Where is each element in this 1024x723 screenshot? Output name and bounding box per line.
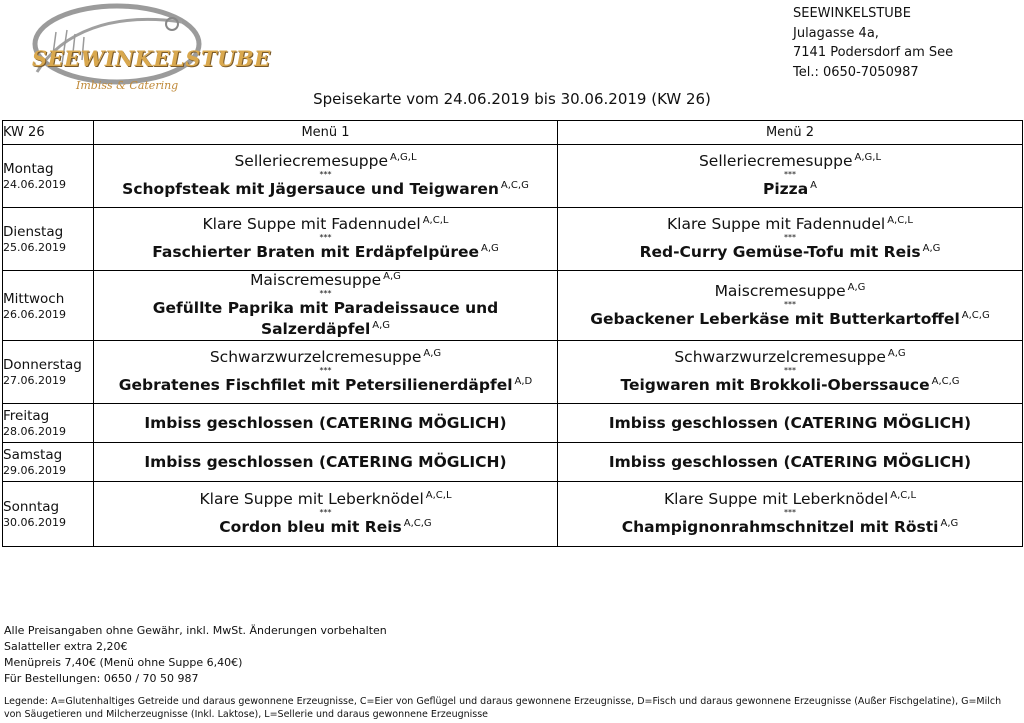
soup-line (94, 348, 557, 367)
separator: *** (784, 508, 796, 517)
soup-allergens: A,C,L (890, 490, 917, 501)
menu-table (2, 120, 1023, 547)
main-dish-line (558, 517, 1022, 538)
allergen-legend: Legende: A=Glutenhaltiges Getreide und daraus gewonnene Erzeugnisse, C=Eier von Geflügel und daraus gewonnene Erzeugnisse, D=Fisch und daraus gewonnene Erzeugnisse (Außer Fischgelatine), G=Milch von Säugetieren und Milcherzeugnisse (Inkl. Laktose), L=Sellerie und daraus gewonnene Erzeugnisse (4, 696, 1002, 720)
main-dish-line (94, 179, 557, 200)
table-row (3, 271, 1023, 341)
soup-allergens: A,C,L (887, 215, 913, 226)
main-dish-allergens: A,G (481, 243, 499, 254)
soup-name: Klare Suppe mit Leberknödel (199, 490, 424, 508)
address-street: Julagasse 4a, (793, 25, 879, 41)
day-name: Mittwoch (3, 290, 65, 307)
footer-salad: Salatteller extra 2,20€ (4, 640, 128, 653)
closed-notice: Imbiss geschlossen (CATERING MÖGLICH) (608, 414, 972, 432)
footer (4, 623, 387, 687)
soup-allergens: A,G,L (854, 152, 882, 163)
soup-line (94, 152, 557, 171)
logo-subtitle: Imbiss & Catering (76, 79, 179, 92)
address-city: 7141 Podersdorf am See (793, 45, 954, 60)
header-menu-1: Menü 1 (94, 121, 558, 145)
main-dish-line (94, 242, 557, 263)
day-cell (3, 482, 94, 547)
day-date: 28.06.2019 (3, 425, 66, 438)
closed-notice: Imbiss geschlossen (CATERING MÖGLICH) (608, 453, 972, 471)
menu-1-cell (94, 443, 558, 482)
footer-menu-price: Menüpreis 7,40€ (Menü ohne Suppe 6,40€) (4, 656, 243, 669)
address-name: SEEWINKELSTUBE (793, 6, 911, 21)
menu-1-cell (94, 145, 558, 208)
day-cell (3, 145, 94, 208)
main-dish-line (558, 242, 1022, 263)
separator: *** (784, 233, 796, 242)
day-date: 26.06.2019 (3, 307, 66, 321)
day-date: 29.06.2019 (3, 464, 66, 477)
soup-allergens: A,C,L (422, 215, 449, 226)
main-dish-name: Red-Curry Gemüse-Tofu mit Reis (639, 243, 921, 261)
main-dish-allergens: A,G (372, 320, 391, 331)
soup-name: Selleriecremesuppe (698, 152, 853, 170)
table-row (3, 145, 1023, 208)
main-dish-allergens: A,D (514, 376, 533, 387)
soup-allergens: A,G (887, 348, 906, 359)
page-title: Speisekarte vom 24.06.2019 bis 30.06.2019 (KW 26) (313, 90, 711, 108)
main-dish-allergens: A,C,G (961, 309, 990, 321)
day-date: 24.06.2019 (3, 178, 66, 191)
separator: *** (319, 508, 332, 517)
main-dish-allergens: A (810, 180, 818, 191)
main-dish-line (94, 517, 557, 538)
soup-name: Klare Suppe mit Leberknödel (663, 490, 889, 508)
soup-line (94, 215, 557, 234)
main-dish-allergens: A,C,G (403, 518, 432, 529)
day-name: Dienstag (3, 224, 64, 240)
day-name: Donnerstag (3, 357, 82, 373)
soup-line (94, 490, 557, 509)
main-dish-name: Champignonrahmschnitzel mit Rösti (621, 518, 939, 536)
soup-name: Maiscremesuppe (714, 281, 846, 300)
soup-line (558, 152, 1022, 171)
separator: *** (319, 289, 332, 298)
menu-2-cell (558, 482, 1023, 547)
table-row (3, 482, 1023, 547)
main-dish-line (94, 375, 557, 396)
main-dish-allergens: A,G (922, 243, 941, 254)
main-dish-name: Gebratenes Fischfilet mit Petersilienerdäpfel (118, 376, 513, 394)
closed-notice: Imbiss geschlossen (CATERING MÖGLICH) (144, 414, 507, 432)
soup-allergens: A,G,L (390, 152, 417, 163)
logo (22, 2, 271, 102)
main-dish-line (558, 309, 1022, 330)
main-dish-allergens: A,C,G (931, 376, 960, 387)
soup-name: Klare Suppe mit Fadennudel (202, 215, 421, 233)
menu-2-cell (558, 404, 1023, 443)
footer-orders: Für Bestellungen: 0650 / 70 50 987 (4, 672, 199, 685)
soup-name: Klare Suppe mit Fadennudel (667, 215, 886, 233)
main-dish-allergens: A,G (940, 518, 959, 529)
soup-line (94, 271, 557, 290)
soup-allergens: A,G (383, 271, 401, 282)
soup-name: Schwarzwurzelcremesuppe (674, 348, 886, 366)
logo-name: SEEWINKELSTUBE (32, 46, 271, 71)
day-cell (3, 443, 94, 482)
menu-2-cell (558, 271, 1023, 341)
address-block (793, 4, 953, 82)
day-date: 25.06.2019 (3, 241, 66, 254)
separator: *** (784, 170, 796, 179)
table-header-row (3, 121, 1023, 145)
day-name: Samstag (3, 447, 63, 463)
day-name: Montag (3, 161, 54, 177)
day-name: Freitag (3, 408, 50, 424)
soup-allergens: A,C,L (425, 490, 452, 501)
main-dish-allergens: A,C,G (500, 180, 529, 191)
table-row (3, 208, 1023, 271)
table-row (3, 404, 1023, 443)
main-dish-name: Teigwaren mit Brokkoli-Oberssauce (620, 376, 930, 394)
soup-line (558, 215, 1022, 234)
day-name: Sonntag (3, 499, 60, 515)
day-date: 27.06.2019 (3, 374, 66, 387)
day-cell (3, 341, 94, 404)
separator: *** (319, 170, 332, 179)
separator: *** (784, 299, 796, 309)
table-row (3, 341, 1023, 404)
day-cell (3, 208, 94, 271)
menu-1-cell (94, 341, 558, 404)
main-dish-name: Cordon bleu mit Reis (219, 518, 402, 536)
soup-name: Selleriecremesuppe (234, 152, 389, 170)
main-dish-name: Faschierter Braten mit Erdäpfelpüree (152, 243, 480, 261)
header-menu-2: Menü 2 (558, 121, 1023, 145)
main-dish-line (94, 298, 557, 340)
main-dish-line (558, 375, 1022, 396)
menu-2-cell (558, 443, 1023, 482)
table-row (3, 443, 1023, 482)
soup-line (558, 282, 1022, 301)
main-dish-name: Gebackener Leberkäse mit Butterkartoffel (590, 309, 960, 328)
separator: *** (784, 366, 796, 375)
soup-line (558, 490, 1022, 509)
menu-1-cell (94, 208, 558, 271)
main-dish-name: Gefüllte Paprika mit Paradeissauce und Salzerdäpfel (152, 299, 499, 338)
address-phone: Tel.: 0650-7050987 (793, 64, 919, 80)
soup-name: Schwarzwurzelcremesuppe (209, 348, 422, 366)
day-date: 30.06.2019 (3, 516, 66, 529)
menu-2-cell (558, 145, 1023, 208)
main-dish-name: Pizza (762, 180, 809, 198)
separator: *** (319, 366, 332, 375)
separator: *** (319, 233, 332, 242)
menu-1-cell (94, 404, 558, 443)
header-week: KW 26 (3, 121, 94, 145)
main-dish-line (558, 179, 1022, 200)
soup-allergens: A,G (423, 348, 442, 359)
soup-name: Maiscremesuppe (250, 271, 382, 289)
soup-allergens: A,G (847, 281, 866, 293)
menu-2-cell (558, 341, 1023, 404)
day-cell (3, 271, 94, 341)
day-cell (3, 404, 94, 443)
footer-price-note: Alle Preisangaben ohne Gewähr, inkl. MwSt. Änderungen vorbehalten (4, 624, 387, 637)
soup-line (558, 348, 1022, 367)
menu-2-cell (558, 208, 1023, 271)
menu-1-cell (94, 482, 558, 547)
closed-notice: Imbiss geschlossen (CATERING MÖGLICH) (144, 453, 507, 471)
main-dish-name: Schopfsteak mit Jägersauce und Teigwaren (122, 180, 499, 198)
menu-1-cell (94, 271, 558, 341)
